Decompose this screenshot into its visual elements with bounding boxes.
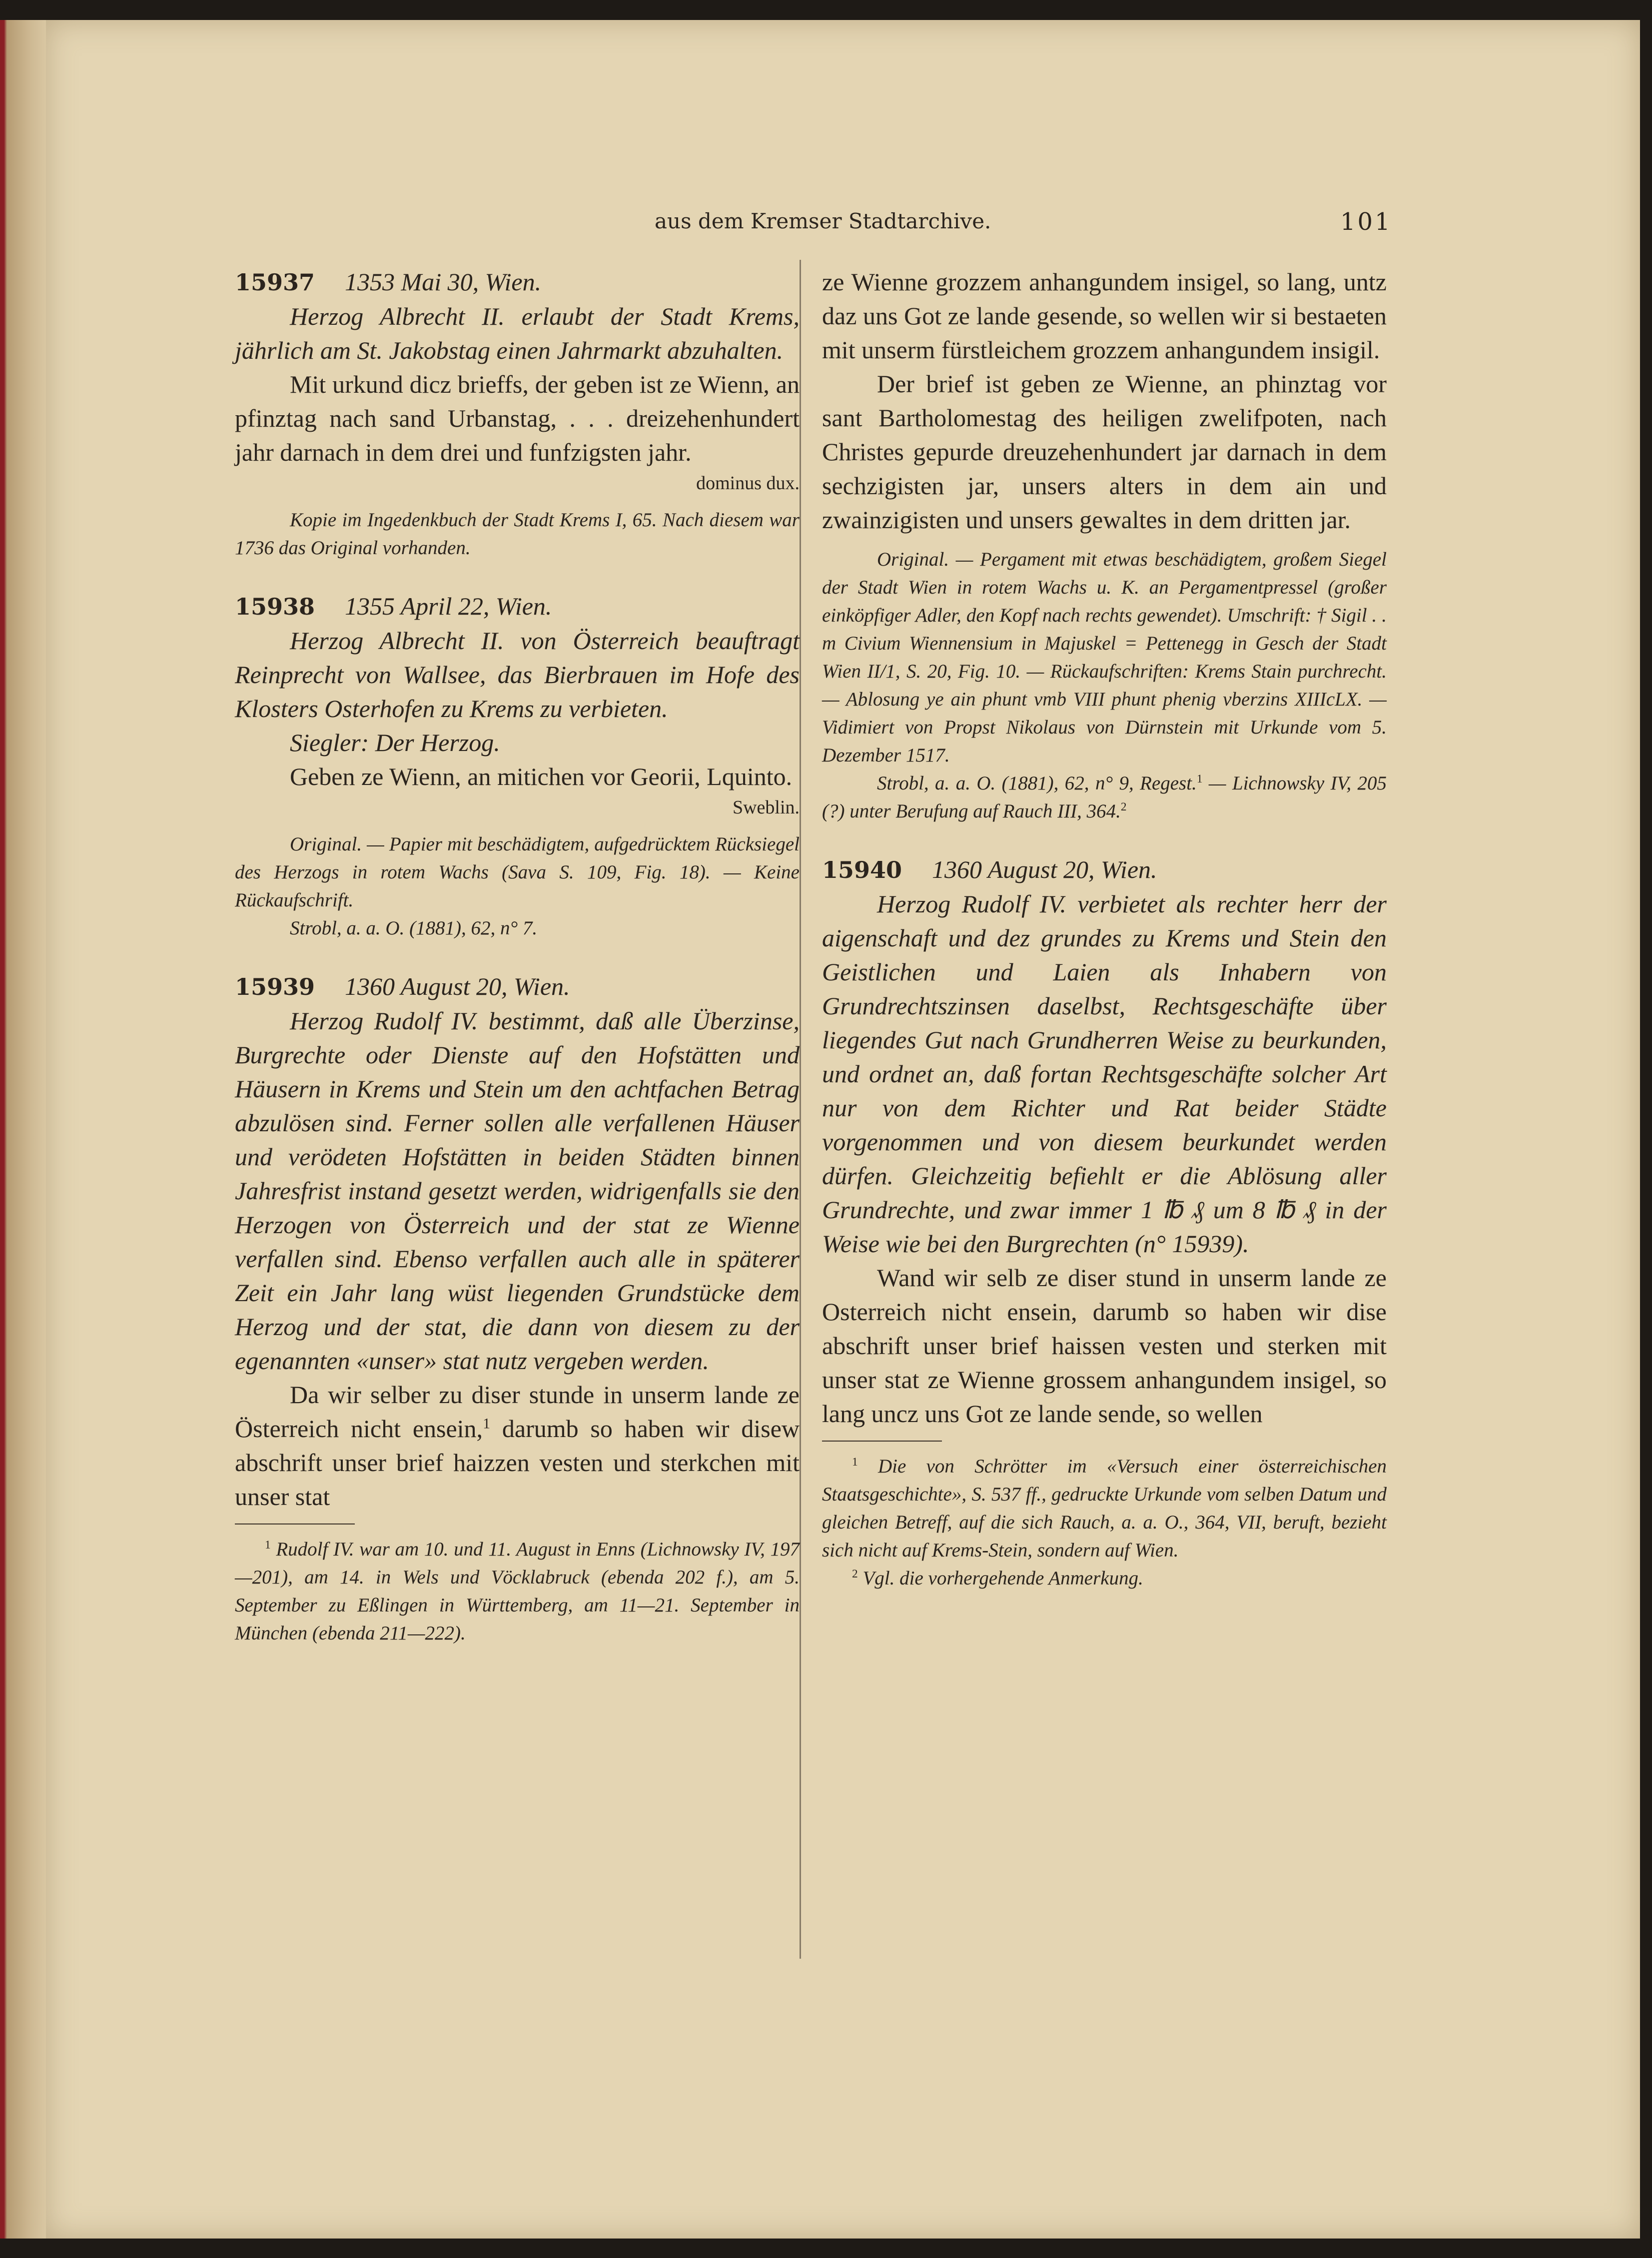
entry-date: 1355 April 22, Wien. xyxy=(345,592,552,620)
book-spine-edge xyxy=(0,20,46,2239)
entry-text: Mit urkund dicz brieffs, der geben ist ze Wienn, an pfinztag nach sand Urbanstag, . . . dreizehenhundert jahr darnach in dem drei und funfzigsten jahr. xyxy=(235,370,800,466)
entry-date: 1353 Mai 30, Wien. xyxy=(345,268,542,296)
entry-heading xyxy=(235,969,800,1004)
entry-date: 1360 August 20, Wien. xyxy=(345,972,570,1000)
entry-regest: Herzog Rudolf IV. verbietet als rechter herr der aigenschaft und dez grundes zu Krems und Stein den Geistlichen und Laien als Inhabern von Grundrechtszinsen daselbst, Rechtsgeschäfte über liegendes Gut nach Grundherren Weise zu beurkunden, und ordnet an, daß fortan Rechtsgeschäfte solcher Art nur von dem Richter und Rat beider Städte vorgenommen und von diesem beurkundet werden dürfen. Gleichzeitig befiehlt er die Ablösung aller Grundrechte, und zwar immer 1 ℔ ₰ um 8 ℔ ₰ in der Weise wie bei den Burgrechten (n° 15939). xyxy=(822,890,1387,1258)
footnote-rule xyxy=(822,1441,942,1442)
entry-number: 15938 xyxy=(235,593,315,620)
entry-text: Geben ze Wienn, an mitichen vor Georii, Lquinto. xyxy=(290,762,793,790)
footnote-mark: 1 xyxy=(852,1456,858,1469)
entry-signature: Sweblin. xyxy=(732,797,800,818)
literature-text-b: — Lichnowsky IV, 205 (?) unter Berufung auf Rauch III, 364. xyxy=(822,772,1387,822)
footnote-text: Rudolf IV. war am 10. und 11. August in Enns (Lichnowsky IV, 197—201), am 14. in Wels und Vöcklabruck (ebenda 202 f.), am 5. September zu Eßlingen in Württemberg, am 11—21. September in München (ebenda 211—222). xyxy=(235,1538,800,1644)
running-header: aus dem Kremser Stadtarchive. xyxy=(655,209,991,233)
footnote-marker: 1 xyxy=(1196,772,1203,785)
entry-15937 xyxy=(235,265,800,562)
entry-15938 xyxy=(235,589,800,942)
page-number: 101 xyxy=(1340,208,1392,236)
entry-text xyxy=(235,1378,800,1513)
footnote-mark: 2 xyxy=(852,1567,858,1580)
entry-source-note: Original. — Pergament mit etwas beschädigtem, großem Siegel der Stadt Wien in rotem Wachs u. K. an Pergamentpressel (großer einköpfiger Adler, den Kopf nach rechts gewendet). Umschrift: † Sigil . . m Civium Wiennensium in Majuskel = Pettenegg in Gesch der Stadt Wien II/1, S. 20, Fig. 10. — Rückaufschriften: Krems Stain purchrecht. — Ablosung ye ain phunt vmb VIII phunt phenig vberzins XIIIcLX. — Vidimiert von Propst Nikolaus von Dürnstein mit Urkunde vom 5. Dezember 1517. xyxy=(822,549,1387,766)
entry-heading xyxy=(235,265,800,299)
entry-text: Der brief ist geben ze Wienne, an phinztag vor sant Bartholomestag des heiligen zwelifpoten, nach Christes gepurde dreuzehenhundert jar darnach in dem sechzigisten jar, unsers alters in dem ain und zwainzigisten und unsers gewaltes in dem dritten jar. xyxy=(822,370,1387,534)
entry-number: 15939 xyxy=(235,973,315,1000)
entry-regest: Herzog Rudolf IV. bestimmt, daß alle Überzinse, Burgrechte oder Dienste auf den Hofstätten und Häusern in Krems und Stein um den achtfachen Betrag abzulösen sind. Ferner sollen alle verfallenen Häuser und verödeten Hofstätten in beiden Städten binnen Jahresfrist instand gesetzt werden, widrigenfalls sie den Herzogen von Österreich und der stat ze Wienne verfallen sind. Ebenso verfallen auch alle in späterer Zeit ein Jahr lang wüst liegenden Grundstücke dem Herzog und der stat, die dann von diesem zu der egenannten «unser» stat nutz vergeben werden. xyxy=(235,1007,800,1375)
entry-text: Wand wir selb ze diser stund in unserm lande ze Osterreich nicht ensein, darumb so haben wir dise abschrift unser brief haissen vesten und sterken mit unser stat ze Wienne grossem anhangundem insigel, so lang uncz uns Got ze lande sende, so wellen xyxy=(822,1264,1387,1428)
footnote-rule xyxy=(235,1523,355,1524)
footnote-marker: 1 xyxy=(483,1415,491,1432)
entry-heading xyxy=(235,589,800,624)
footnote-text: Vgl. die vorhergehende Anmerkung. xyxy=(862,1567,1143,1589)
column-divider xyxy=(800,260,801,1959)
entry-heading xyxy=(822,852,1387,887)
entry-source-note: Kopie im Ingedenkbuch der Stadt Krems I, 65. Nach diesem war 1736 das Original vorhanden. xyxy=(235,509,800,559)
entry-literature-note: Strobl, a. a. O. (1881), 62, n° 7. xyxy=(290,917,538,939)
entry-source-note: Original. — Papier mit beschädigtem, aufgedrücktem Rücksiegel des Herzogs in rotem Wachs (Sava S. 109, Fig. 18). — Keine Rückaufschrift. xyxy=(235,833,800,911)
entry-number: 15940 xyxy=(822,856,902,883)
entry-regest: Herzog Albrecht II. von Österreich beauftragt Reinprecht von Wallsee, das Bierbrauen im Hofe des Klosters Osterhofen zu Krems zu verbieten. xyxy=(235,627,800,723)
footnote-text: Die von Schrötter im «Versuch einer österreichischen Staatsgeschichte», S. 537 ff., gedruckte Urkunde vom selben Datum und gleichen Betreff, auf die sich Rauch, a. a. O., 364, VII, beruft, bezieht sich nicht auf Krems-Stein, sondern auf Wien. xyxy=(822,1456,1387,1561)
footnote-mark: 1 xyxy=(265,1538,271,1551)
right-column xyxy=(822,265,1387,1592)
entry-regest: Herzog Albrecht II. erlaubt der Stadt Krems, jährlich am St. Jakobstag einen Jahrmarkt abzuhalten. xyxy=(235,302,800,364)
literature-text-a: Strobl, a. a. O. (1881), 62, n° 9, Regest. xyxy=(877,772,1197,794)
entry-text-start: Da wir selber zu diser stunde in unserm lande ze Österreich nicht ensein, xyxy=(235,1381,800,1443)
entry-text: ze Wienne grozzem anhangundem insigel, so lang, untz daz uns Got ze lande gesende, so wellen wir si bestaeten mit unserm fürstleichem grozzem anhangundem insigil. xyxy=(822,268,1387,364)
entry-date: 1360 August 20, Wien. xyxy=(932,855,1157,883)
footnote xyxy=(235,1535,800,1647)
entry-15940 xyxy=(822,852,1387,1431)
entry-15939 xyxy=(235,969,800,1513)
footnote-marker: 2 xyxy=(1120,800,1127,813)
entry-sealer: Siegler: Der Herzog. xyxy=(290,729,500,756)
entry-15939-continued xyxy=(822,265,1387,825)
left-column xyxy=(235,265,800,1647)
entry-text-end: darumb so haben wir disew abschrift unser brief haizzen vesten und sterkchen mit unser stat xyxy=(235,1415,800,1510)
entry-signature: dominus dux. xyxy=(696,473,800,494)
footnote xyxy=(822,1453,1387,1564)
footnote xyxy=(822,1564,1387,1592)
entry-number: 15937 xyxy=(235,269,315,296)
entry-literature-note xyxy=(822,769,1387,825)
